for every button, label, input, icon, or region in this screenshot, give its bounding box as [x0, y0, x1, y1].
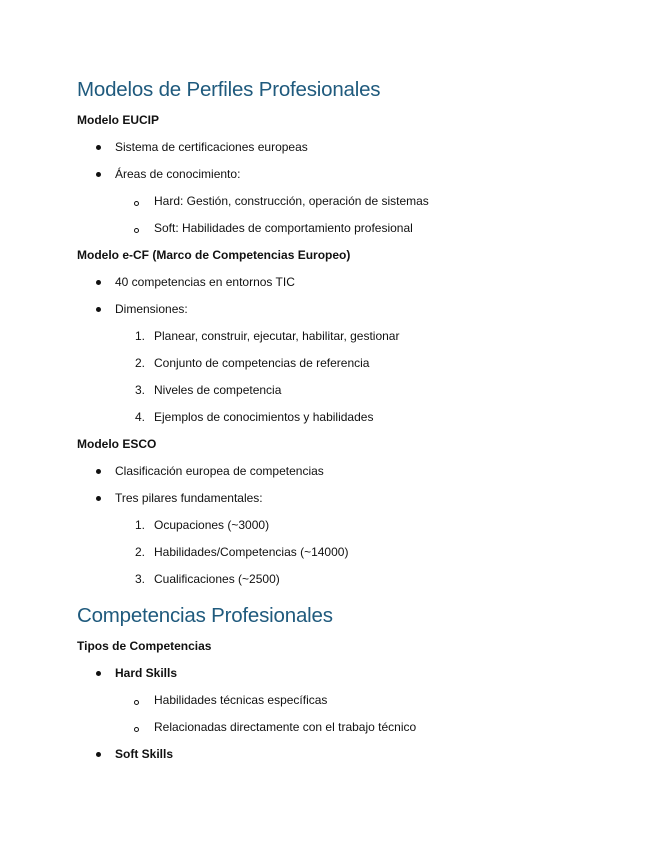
list-item — [77, 572, 615, 587]
list-item-text: Dimensiones: — [115, 302, 188, 316]
list-item — [77, 275, 615, 290]
list-item-text: Hard Skills — [115, 666, 178, 680]
bullet-circle-icon — [134, 201, 139, 206]
list-item-text: Áreas de conocimiento: — [115, 167, 241, 181]
list-item — [77, 167, 615, 182]
list-item — [77, 329, 615, 344]
list-item-text: 40 competencias en entornos TIC — [115, 275, 295, 289]
bullet-disc-icon — [96, 280, 101, 285]
bullet-circle-icon — [134, 228, 139, 233]
bullet-disc-icon — [96, 752, 101, 757]
list-item — [77, 194, 615, 209]
list-number: 3. — [135, 383, 146, 397]
list-item — [77, 356, 615, 371]
list-item — [77, 464, 615, 479]
list-item-text: Conjunto de competencias de referencia — [154, 356, 370, 370]
list-tipos — [77, 666, 615, 762]
list-item-text: Habilidades técnicas específicas — [154, 693, 328, 707]
section-heading-competencias: Competencias Profesionales — [77, 604, 333, 627]
list-number: 1. — [135, 518, 146, 532]
list-number: 1. — [135, 329, 146, 343]
list-item-text: Sistema de certificaciones europeas — [115, 140, 308, 154]
bullet-disc-icon — [96, 172, 101, 177]
section-heading-modelos: Modelos de Perfiles Profesionales — [77, 78, 381, 101]
section-body-modelos — [77, 113, 615, 587]
list-eucip — [77, 140, 615, 236]
list-item — [77, 666, 615, 681]
list-item-text: Tres pilares fundamentales: — [115, 491, 263, 505]
bullet-disc-icon — [96, 671, 101, 676]
list-item — [77, 221, 615, 236]
list-item — [77, 747, 615, 762]
list-item-text: Ocupaciones (~3000) — [154, 518, 270, 532]
subheading-tipos: Tipos de Competencias — [77, 639, 212, 653]
list-item — [77, 383, 615, 398]
list-number: 2. — [135, 356, 146, 370]
bullet-circle-icon — [134, 727, 139, 732]
list-item-text: Soft: Habilidades de comportamiento profesional — [154, 221, 413, 235]
list-item-text: Hard: Gestión, construcción, operación de sistemas — [154, 194, 429, 208]
list-item-text: Relacionadas directamente con el trabajo técnico — [154, 720, 417, 734]
section-body-competencias — [77, 639, 615, 762]
list-esco — [77, 464, 615, 587]
list-item-text: Habilidades/Competencias (~14000) — [154, 545, 349, 559]
list-item — [77, 302, 615, 317]
list-item — [77, 410, 615, 425]
subheading-ecf: Modelo e-CF (Marco de Competencias Europeo) — [77, 248, 351, 262]
bullet-disc-icon — [96, 307, 101, 312]
list-number: 3. — [135, 572, 146, 586]
list-item — [77, 720, 615, 735]
list-item-text: Niveles de competencia — [154, 383, 282, 397]
list-number: 4. — [135, 410, 146, 424]
list-ecf — [77, 275, 615, 425]
subheading-esco: Modelo ESCO — [77, 437, 157, 451]
list-item — [77, 518, 615, 533]
list-item-text: Cualificaciones (~2500) — [154, 572, 280, 586]
bullet-disc-icon — [96, 496, 101, 501]
subheading-eucip: Modelo EUCIP — [77, 113, 160, 127]
list-number: 2. — [135, 545, 146, 559]
list-item-text: Ejemplos de conocimientos y habilidades — [154, 410, 374, 424]
list-item — [77, 491, 615, 506]
list-item-text: Soft Skills — [115, 747, 174, 761]
bullet-disc-icon — [96, 145, 101, 150]
list-item-text: Clasificación europea de competencias — [115, 464, 324, 478]
bullet-disc-icon — [96, 469, 101, 474]
list-item — [77, 140, 615, 155]
list-item — [77, 545, 615, 560]
list-item-text: Planear, construir, ejecutar, habilitar, gestionar — [154, 329, 400, 343]
list-item — [77, 693, 615, 708]
bullet-circle-icon — [134, 700, 139, 705]
